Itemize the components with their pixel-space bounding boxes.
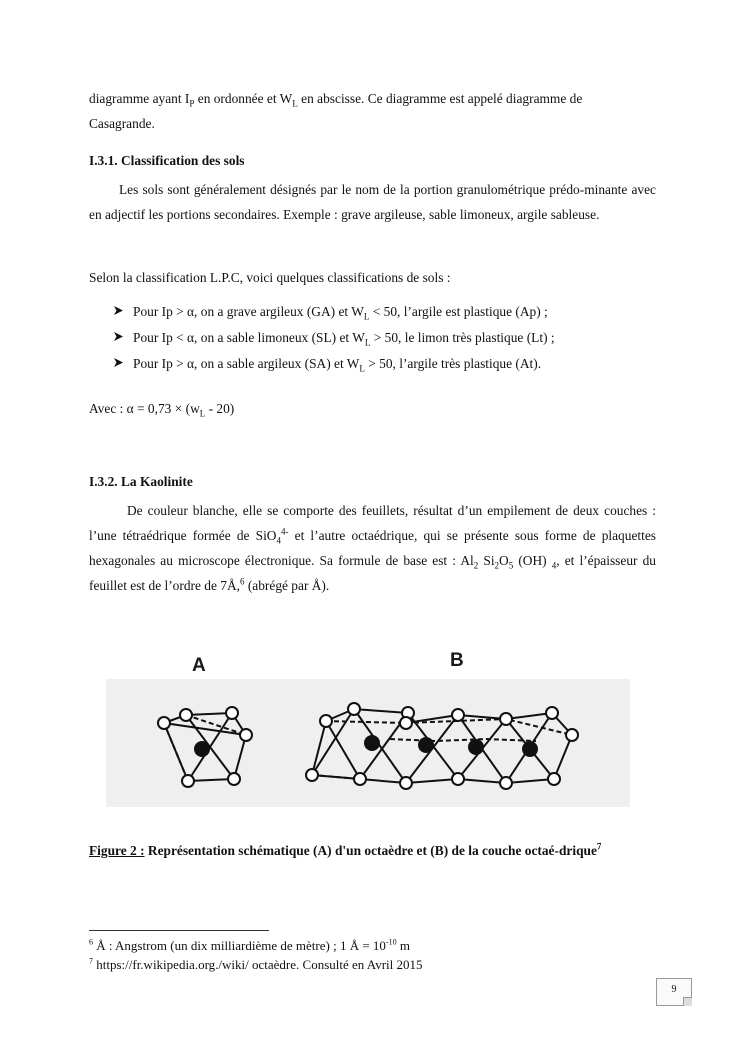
lpc-intro: Selon la classification L.P.C, voici quelques classifications de sols : xyxy=(89,270,451,285)
list-item: Pour Ip > α, on a grave argileux (GA) et $W_L < 50$, l’argile est plastique (Ap) ; xyxy=(113,304,548,320)
page-number: 9 xyxy=(656,978,692,1006)
section-heading-kaolinite: I.3.2. La Kaolinite xyxy=(89,474,193,489)
octahedron-diagram xyxy=(106,679,630,807)
footnote-divider xyxy=(89,930,269,931)
arrowhead-bullet-icon xyxy=(113,304,133,320)
list-item: Pour Ip < α, on a sable limoneux (SL) et $W_L > 50$, le limon très plastique (Lt) ; xyxy=(113,330,555,346)
section-heading-classification: I.3.1. Classification des sols xyxy=(89,153,245,168)
classification-paragraph: Les sols sont généralement désignés par le nom de la portion granulométrique prédo-minante avec en adjectif les portions secondaires. Exemple : grave argileuse, sable limoneux, argile sableuse. xyxy=(89,182,656,222)
arrowhead-bullet-icon xyxy=(113,356,133,372)
kaolinite-paragraph: De couleur blanche, elle se comporte des feuillets, résultat d’un empilement de deux couches : l’une tétraédrique formée de SiO$_4^{4-}$ et l’autre octaédrique, qui se présente sous forme de plaquettes hexagonales au microscope électronique. Sa formule de base est : $Al_2$ $Si_2O_5$ (OH) $_4$, et l’épaisseur du feuillet est de l’ordre de 7Å,$^6$ (abrégé par Å). xyxy=(89,503,657,593)
figure-label-b: B xyxy=(450,650,464,671)
intro-paragraph: diagramme ayant $I_P$ en ordonnée et $W_L$ en abscisse. Ce diagramme est appelé diagramme de Casagrande. xyxy=(89,91,583,131)
list-item: Pour Ip > α, on a sable argileux (SA) et $W_L > 50$, l’argile très plastique (At). xyxy=(113,356,541,372)
footnote-7: $^7$ https://fr.wikipedia.org./wiki/ octaèdre. Consulté en Avril 2015 xyxy=(89,956,423,972)
footnote-6: $^6$ Å : Angstrom (un dix milliardième de mètre) ; 1 Å = $10^{-10}$ m xyxy=(89,937,410,953)
alpha-formula: Avec : $\alpha = 0,73 \times (w_L - 20)$ xyxy=(89,401,235,419)
figure-label-a: A xyxy=(192,655,206,676)
octahedron-figure xyxy=(106,679,630,807)
arrowhead-bullet-icon xyxy=(113,330,133,346)
figure-caption: Figure 2 : Représentation schématique (A) d'un octaèdre et (B) de la couche octaé-drique$^7$ xyxy=(89,841,602,858)
